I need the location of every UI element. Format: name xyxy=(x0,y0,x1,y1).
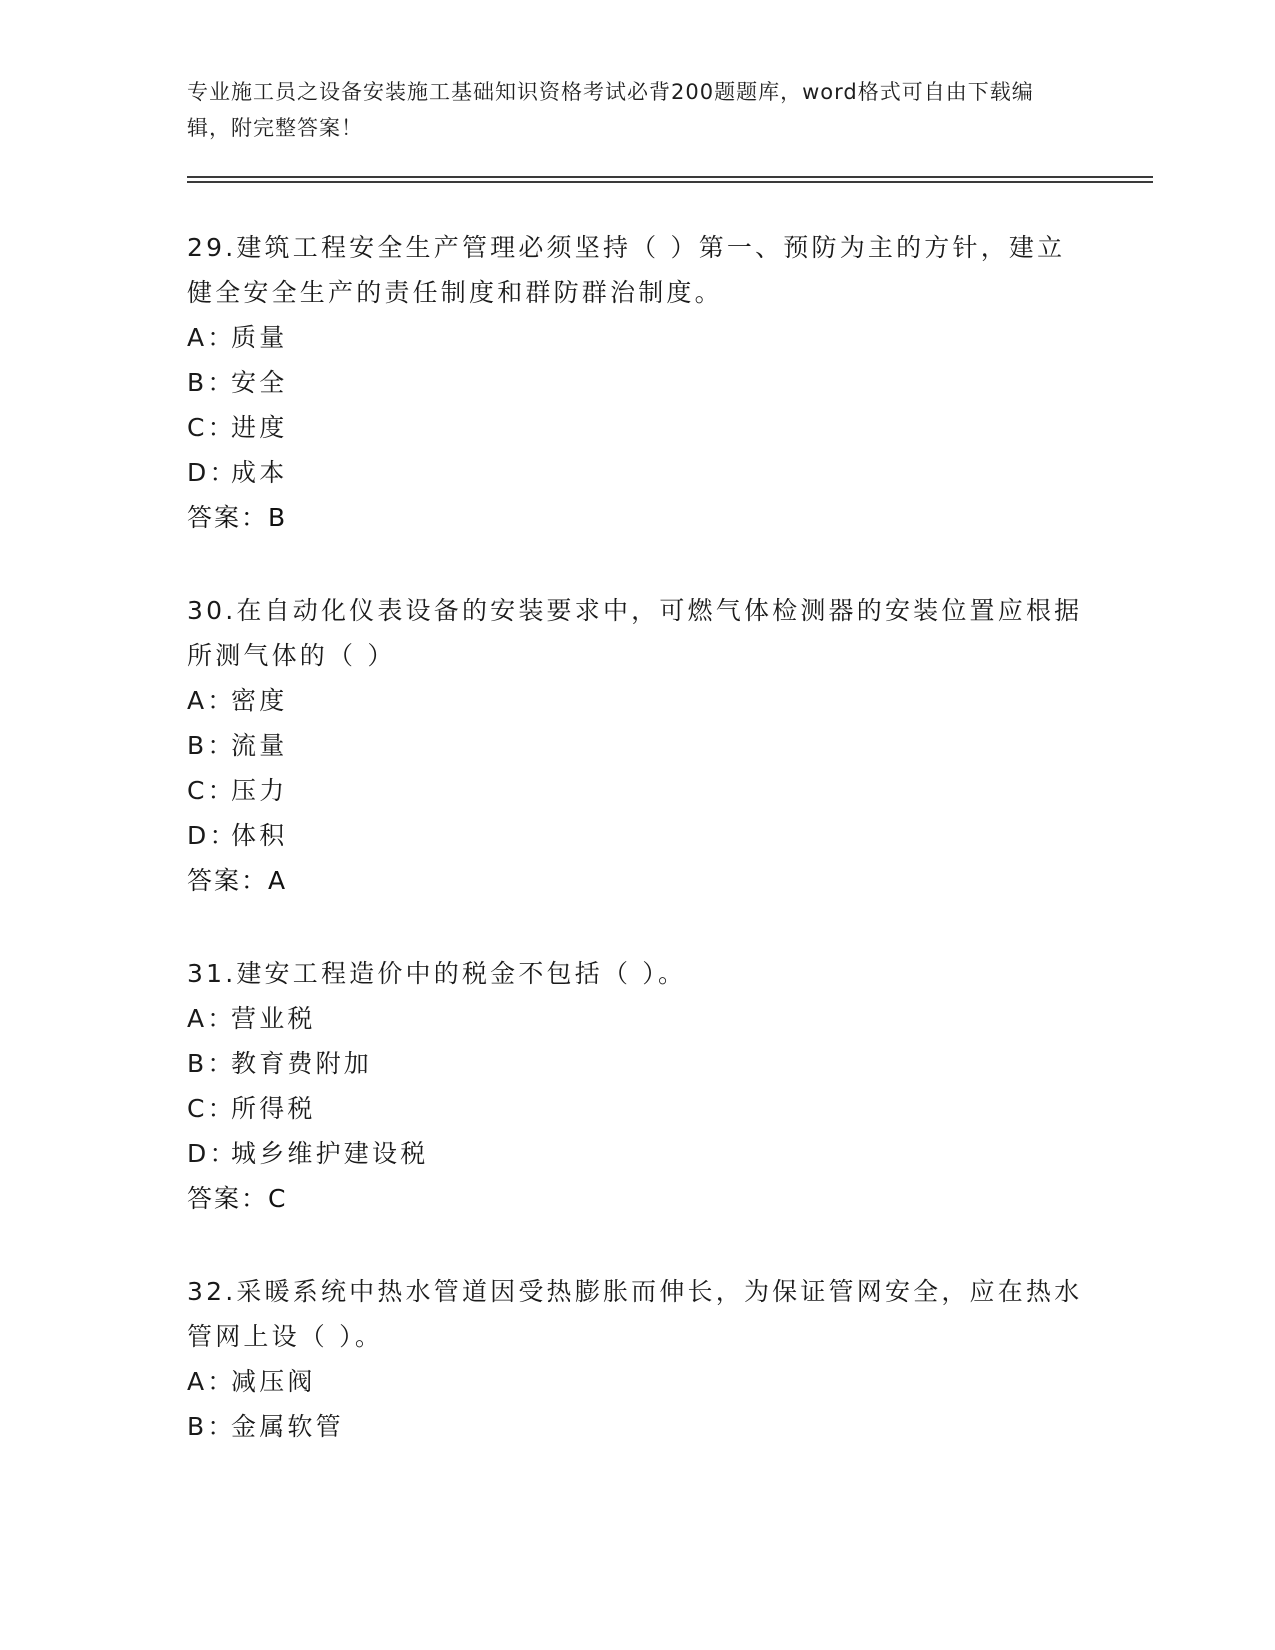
option-key: D： xyxy=(187,821,238,850)
option-key: B： xyxy=(187,1049,236,1078)
document-header: 专业施工员之设备安装施工基础知识资格考试必背200题题库，word格式可自由下载编辑，附完整答案！ xyxy=(187,80,1034,140)
question-30 xyxy=(187,588,1087,903)
question-stem: 29.建筑工程安全生产管理必须坚持（ ）第一、预防为主的方针，建立健全安全生产的责任制度和群防群治制度。 xyxy=(187,233,1066,307)
answer-line: 答案：B xyxy=(187,503,288,532)
option-text: 安全 xyxy=(231,368,288,397)
option-a xyxy=(187,315,1087,360)
question-29 xyxy=(187,225,1087,540)
option-text: 城乡维护建设税 xyxy=(231,1139,429,1168)
option-text: 流量 xyxy=(231,731,288,760)
option-a xyxy=(187,1359,1087,1404)
option-c xyxy=(187,1086,1087,1131)
option-text: 教育费附加 xyxy=(231,1049,373,1078)
divider-line-top xyxy=(187,176,1153,178)
option-text: 体积 xyxy=(231,821,288,850)
option-b xyxy=(187,723,1087,768)
question-stem: 31.建安工程造价中的税金不包括（ ）。 xyxy=(187,959,687,988)
option-text: 成本 xyxy=(231,458,288,487)
option-key: C： xyxy=(187,776,236,805)
option-key: A： xyxy=(187,323,236,352)
divider-line-bottom xyxy=(187,181,1153,183)
question-stem: 30.在自动化仪表设备的安装要求中，可燃气体检测器的安装位置应根据所测气体的（ ） xyxy=(187,596,1083,670)
option-key: B： xyxy=(187,731,236,760)
option-b xyxy=(187,1041,1087,1086)
question-32 xyxy=(187,1269,1087,1449)
option-key: B： xyxy=(187,368,236,397)
option-key: A： xyxy=(187,1367,236,1396)
option-text: 压力 xyxy=(231,776,288,805)
option-key: C： xyxy=(187,413,236,442)
option-text: 质量 xyxy=(231,323,288,352)
option-key: A： xyxy=(187,1004,236,1033)
option-d xyxy=(187,450,1087,495)
option-a xyxy=(187,678,1087,723)
option-key: C： xyxy=(187,1094,236,1123)
header-divider xyxy=(187,176,1153,183)
option-d xyxy=(187,813,1087,858)
option-a xyxy=(187,996,1087,1041)
option-b xyxy=(187,360,1087,405)
option-text: 进度 xyxy=(231,413,288,442)
option-text: 减压阀 xyxy=(231,1367,316,1396)
option-d xyxy=(187,1131,1087,1176)
option-c xyxy=(187,768,1087,813)
option-text: 密度 xyxy=(231,686,288,715)
option-key: D： xyxy=(187,458,238,487)
answer-line: 答案：C xyxy=(187,1184,288,1213)
question-stem: 32.采暖系统中热水管道因受热膨胀而伸长，为保证管网安全，应在热水管网上设（ ）。 xyxy=(187,1277,1083,1351)
option-text: 营业税 xyxy=(231,1004,316,1033)
option-key: D： xyxy=(187,1139,238,1168)
option-key: B： xyxy=(187,1412,236,1441)
option-key: A： xyxy=(187,686,236,715)
answer-line: 答案：A xyxy=(187,866,288,895)
question-31 xyxy=(187,951,1087,1221)
option-c xyxy=(187,405,1087,450)
option-text: 所得税 xyxy=(231,1094,316,1123)
option-b xyxy=(187,1404,1087,1449)
option-text: 金属软管 xyxy=(231,1412,344,1441)
